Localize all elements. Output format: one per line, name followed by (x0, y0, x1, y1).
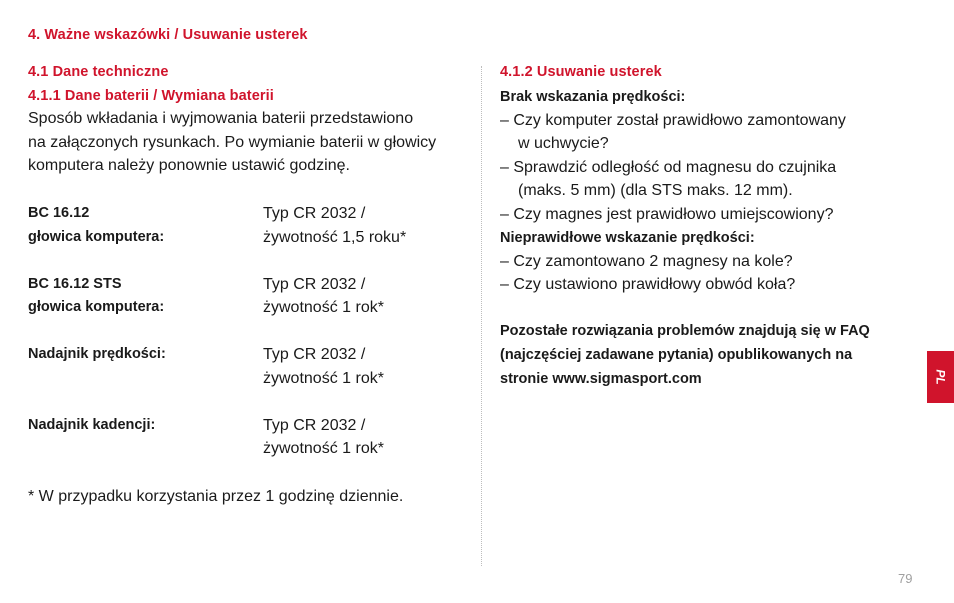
spec-value: Typ CR 2032 / (263, 346, 366, 363)
subsection-title-4-1-1: 4.1.1 Dane baterii / Wymiana baterii (28, 88, 274, 104)
column-divider (481, 66, 482, 566)
intro-line: komputera należy ponownie ustawić godzinę. (28, 157, 350, 174)
spec-label: Nadajnik prędkości: (28, 346, 166, 362)
page-number: 79 (898, 571, 913, 586)
section-title: 4. Ważne wskazówki / Usuwanie usterek (28, 27, 308, 43)
list-item-continuation: (maks. 5 mm) (dla STS maks. 12 mm). (518, 182, 793, 199)
list-item: – Sprawdzić odległość od magnesu do czujnika (500, 159, 837, 176)
language-tab-label: PL (933, 369, 948, 385)
faq-line: Pozostałe rozwiązania problemów znajdują się w FAQ (500, 323, 870, 339)
spec-value: Typ CR 2032 / (263, 276, 366, 293)
intro-line: Sposób wkładania i wyjmowania baterii przedstawiono (28, 110, 414, 127)
group-heading: Nieprawidłowe wskazanie prędkości: (500, 230, 755, 246)
faq-line: (najczęściej zadawane pytania) opublikowanych na (500, 347, 853, 363)
list-item: – Czy ustawiono prawidłowy obwód koła? (500, 276, 796, 293)
list-item: – Czy magnes jest prawidłowo umiejscowiony? (500, 206, 834, 223)
list-item-continuation: w uchwycie? (518, 135, 609, 152)
list-item: – Czy komputer został prawidłowo zamontowany (500, 112, 846, 129)
spec-value: Typ CR 2032 / (263, 205, 366, 222)
group-heading: Brak wskazania prędkości: (500, 89, 686, 105)
language-tab (927, 351, 954, 403)
list-item: – Czy zamontowano 2 magnesy na kole? (500, 253, 793, 270)
spec-label: głowica komputera: (28, 299, 165, 315)
footnote: * W przypadku korzystania przez 1 godzinę dziennie. (28, 488, 404, 505)
spec-label: BC 16.12 (28, 205, 90, 221)
faq-line: stronie www.sigmasport.com (500, 371, 702, 387)
subsection-title-4-1-2: 4.1.2 Usuwanie usterek (500, 64, 662, 80)
spec-value: żywotność 1 rok* (263, 299, 384, 316)
spec-value: Typ CR 2032 / (263, 417, 366, 434)
spec-label: BC 16.12 STS (28, 276, 122, 292)
intro-line: na załączonych rysunkach. Po wymianie baterii w głowicy (28, 134, 437, 151)
spec-label: głowica komputera: (28, 229, 165, 245)
subsection-title-4-1: 4.1 Dane techniczne (28, 64, 169, 80)
spec-value: żywotność 1 rok* (263, 370, 384, 387)
spec-value: żywotność 1 rok* (263, 440, 384, 457)
spec-value: żywotność 1,5 roku* (263, 229, 407, 246)
spec-label: Nadajnik kadencji: (28, 417, 156, 433)
